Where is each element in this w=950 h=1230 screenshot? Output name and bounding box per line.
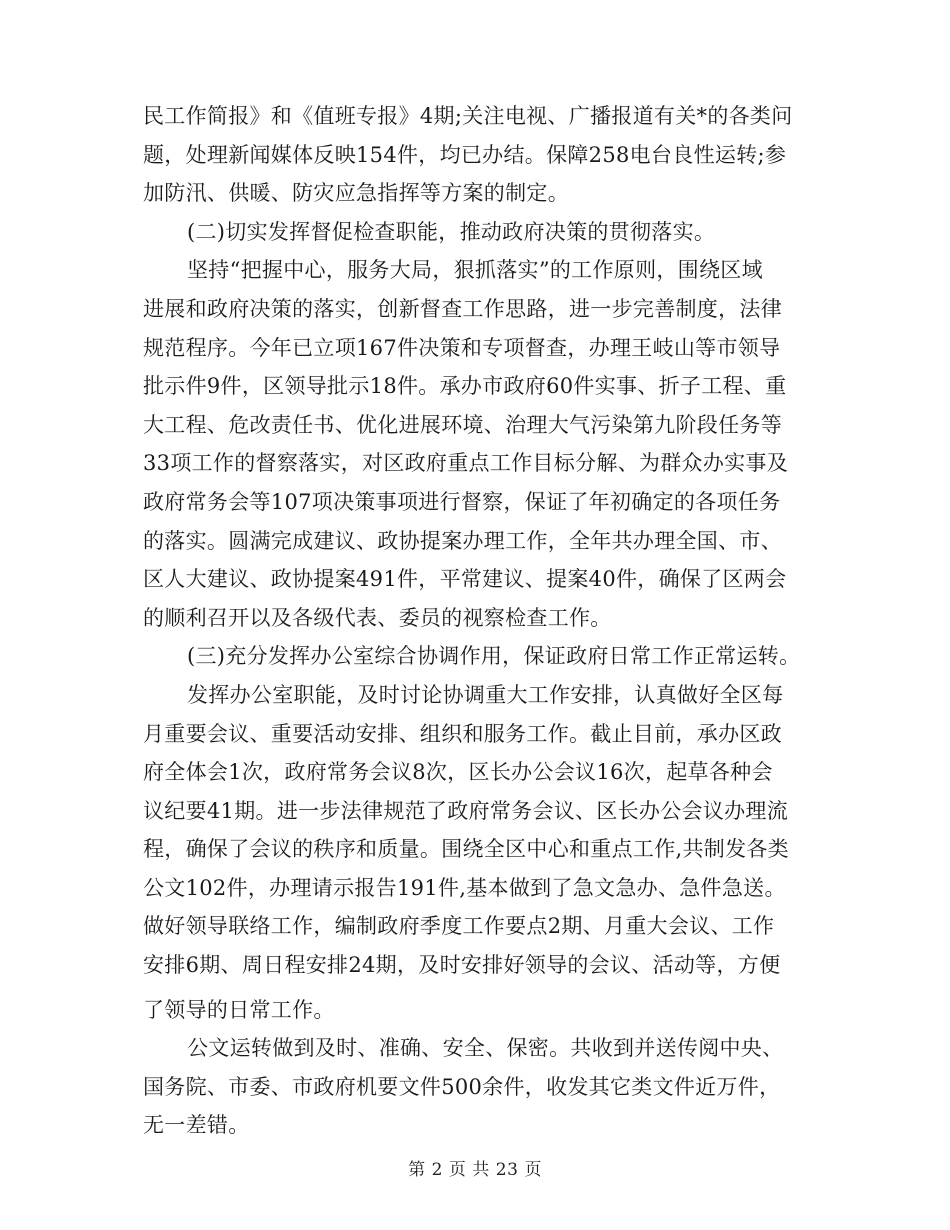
text-line: 题，处理新闻媒体反映154件，均已办结。保障258电台良性运转;参	[143, 142, 787, 167]
text-line: 了领导的日常工作。	[143, 997, 335, 1022]
text-line: 规范程序。今年已立项167件决策和专项督查，办理王岐山等市领导	[143, 335, 781, 360]
text-line: 府全体会1次，政府常务会议8次，区长办公会议16次，起草各种会	[143, 760, 773, 785]
text-line: 发挥办公室职能，及时讨论协调重大工作安排，认真做好全区每	[187, 682, 784, 707]
text-line: 无一差错。	[143, 1113, 250, 1138]
text-line: 坚持“把握中心，服务大局，狠抓落实”的工作原则，围绕区域	[187, 258, 763, 283]
text-line: 民工作简报》和《值班专报》4期;关注电视、广播报道有关*的各类问	[143, 104, 793, 128]
text-line: 加防汛、供暖、防灾应急指挥等方案的制定。	[143, 181, 569, 206]
text-line: 月重要会议、重要活动安排、组织和服务工作。截止目前，承办区政	[143, 721, 782, 746]
text-line: 安排6期、周日程安排24期，及时安排好领导的会议、活动等，方便	[143, 953, 781, 978]
text-line: 做好领导联络工作，编制政府季度工作要点2期、月重大会议、工作	[143, 914, 775, 939]
text-line: (二)切实发挥督促检查职能，推动政府决策的贯彻落实。	[187, 219, 716, 244]
text-line: 程，确保了会议的秩序和质量。围绕全区中心和重点工作,共制发各类	[143, 837, 789, 862]
page-footer	[0, 1155, 950, 1180]
text-line: 的顺利召开以及各级代表、委员的视察检查工作。	[143, 605, 612, 630]
text-line: (三)充分发挥办公室综合协调作用，保证政府日常工作正常运转。	[187, 644, 801, 669]
text-line: 进展和政府决策的落实，创新督查工作思路，进一步完善制度，法律	[143, 296, 782, 321]
footer-prefix: 第	[408, 1160, 426, 1180]
text-line: 议纪要41期。进一步法律规范了政府常务会议、区长办公会议办理流	[143, 798, 789, 823]
text-line: 政府常务会等107项决策事项进行督察，保证了年初确定的各项任务	[143, 489, 781, 514]
page-number: 2	[431, 1160, 443, 1180]
footer-middle: 页 共	[448, 1160, 490, 1180]
page-total: 23	[495, 1160, 519, 1180]
text-line: 国务院、市委、市政府机要文件500余件，收发其它类文件近万件，	[143, 1074, 781, 1099]
text-line: 公文运转做到及时、准确、安全、保密。共收到并送传阅中央、	[187, 1036, 784, 1061]
text-line: 批示件9件，区领导批示18件。承办市政府60件实事、折子工程、重	[143, 374, 787, 399]
text-line: 公文102件，办理请示报告191件,基本做到了急文急办、急件急送。	[143, 875, 786, 900]
text-line: 33项工作的督察落实，对区政府重点工作目标分解、为群众办实事及	[143, 451, 789, 476]
document-body	[143, 97, 813, 1145]
text-line: 区人大建议、政协提案491件，平常建议、提案40件，确保了区两会	[143, 567, 787, 592]
text-line: 的落实。圆满完成建议、政协提案办理工作，全年共办理全国、市、	[143, 528, 782, 553]
footer-suffix: 页	[524, 1160, 542, 1180]
text-line: 大工程、危改责任书、优化进展环境、治理大气污染第九阶段任务等	[143, 412, 782, 437]
